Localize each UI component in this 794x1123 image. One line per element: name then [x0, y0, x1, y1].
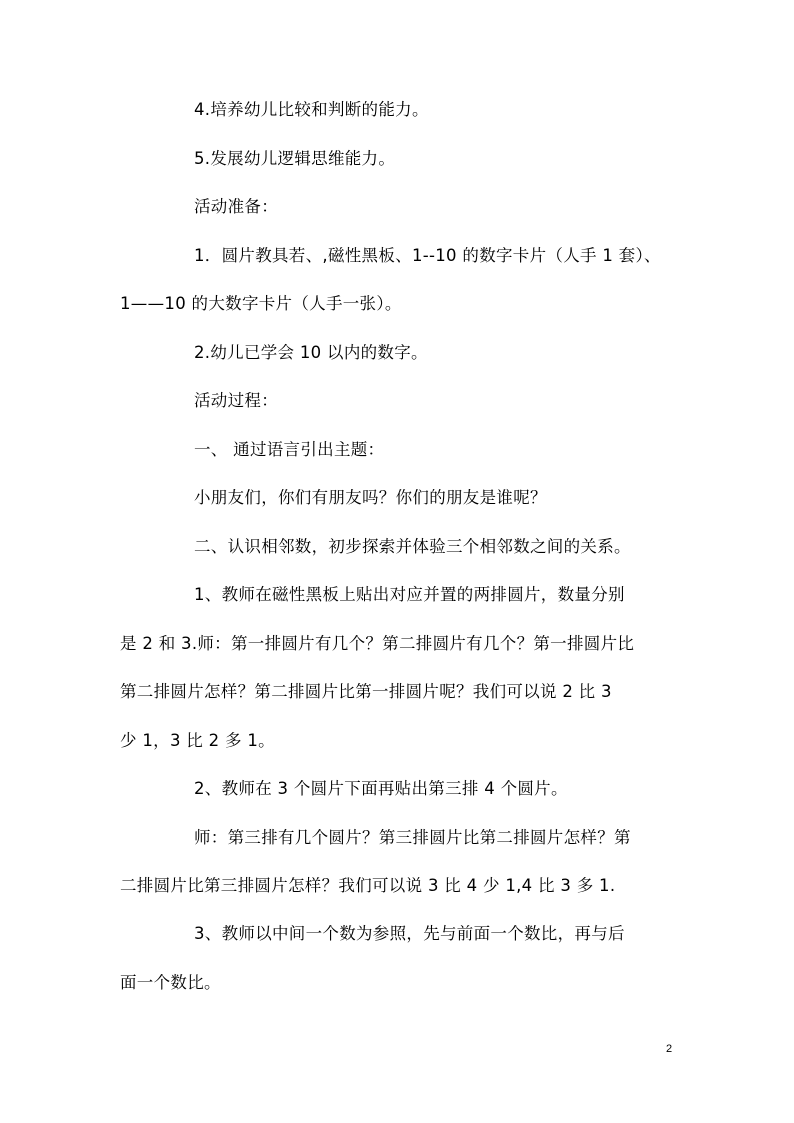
- text-line: 一、 通过语言引出主题：: [194, 440, 385, 459]
- text-line: 二排圆片比第三排圆片怎样？我们可以说 3 比 4 少 1,4 比 3 多 1.: [120, 876, 616, 895]
- text-line: 面一个数比。: [120, 973, 221, 992]
- text-line: 1——10 的大数字卡片（人手一张）。: [120, 294, 402, 313]
- text-line: 师：第三排有几个圆片？第三排圆片比第二排圆片怎样？第: [194, 828, 631, 847]
- text-line: 是 2 和 3.师：第一排圆片有几个？第二排圆片有几个？第一排圆片比: [120, 634, 635, 653]
- text-line: 少 1，3 比 2 多 1。: [120, 731, 275, 750]
- section-heading: 活动过程：: [194, 391, 278, 410]
- page-number: 2: [666, 1043, 673, 1055]
- text-line: 3、教师以中间一个数为参照，先与前面一个数比，再与后: [194, 924, 625, 943]
- text-line: 1．圆片教具若、,磁性黑板、1--10 的数字卡片（人手 1 套）、: [194, 246, 661, 265]
- text-line: 4.培养幼儿比较和判断的能力。: [194, 100, 429, 119]
- section-heading: 活动准备：: [194, 197, 278, 216]
- text-line: 2.幼儿已学会 10 以内的数字。: [194, 343, 428, 362]
- text-line: 2、教师在 3 个圆片下面再贴出第三排 4 个圆片。: [194, 779, 568, 798]
- text-line: 5.发展幼儿逻辑思维能力。: [194, 149, 396, 168]
- text-line: 第二排圆片怎样？第二排圆片比第一排圆片呢？我们可以说 2 比 3: [120, 682, 612, 701]
- text-line: 二、认识相邻数，初步探索并体验三个相邻数之间的关系。: [194, 537, 631, 556]
- text-line: 1、教师在磁性黑板上贴出对应并置的两排圆片，数量分别: [194, 585, 625, 604]
- text-line: 小朋友们，你们有朋友吗？你们的朋友是谁呢？: [194, 488, 547, 507]
